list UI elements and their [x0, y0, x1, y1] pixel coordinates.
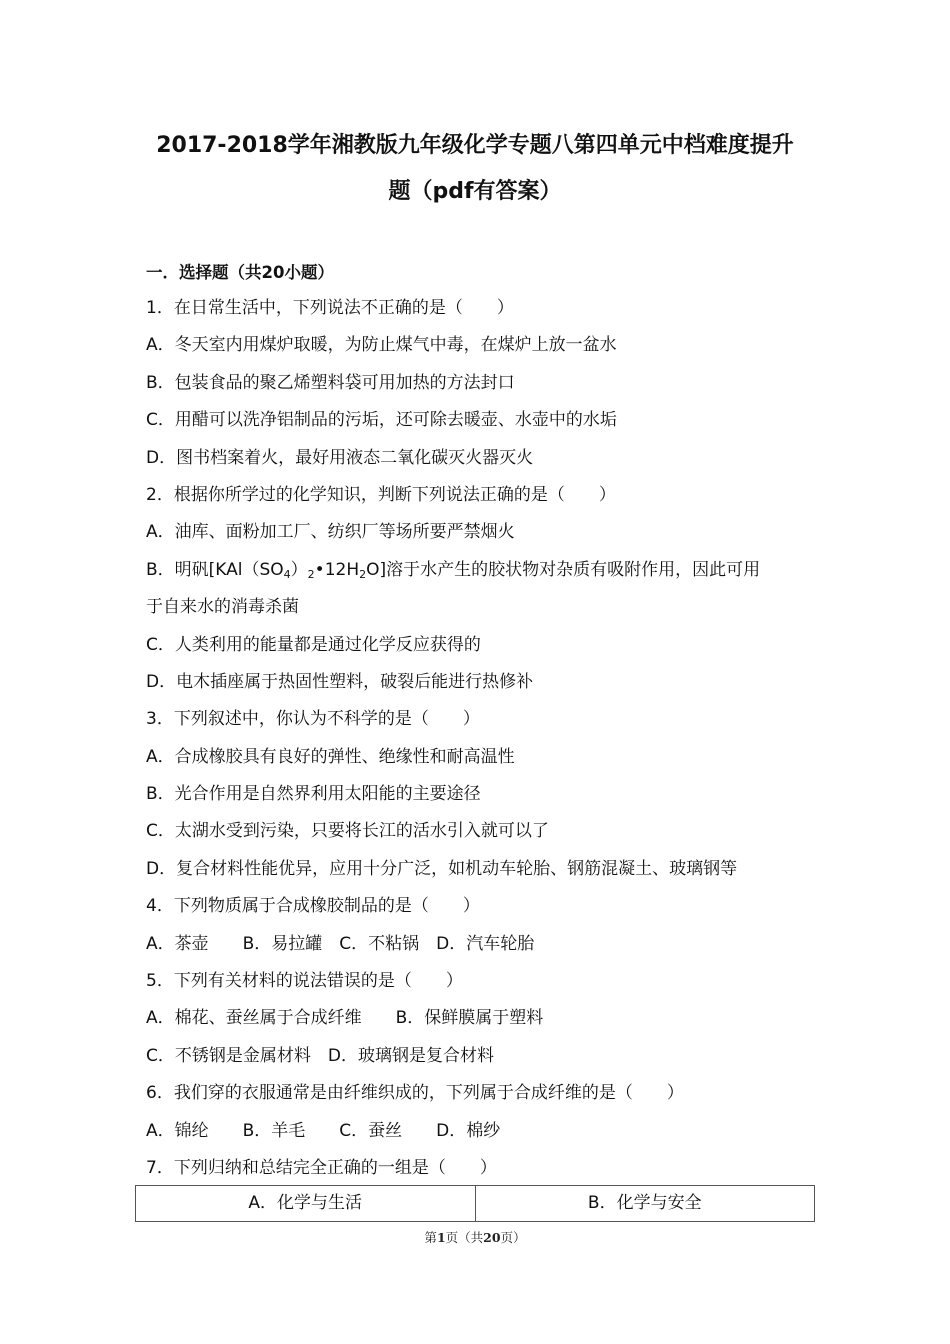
- subscript: 2: [307, 567, 315, 581]
- question-3-stem: 3．下列叙述中，你认为不科学的是（ ）: [146, 709, 480, 730]
- section-heading: 一．选择题（共20小题）: [146, 263, 334, 282]
- page-total: 20: [483, 1230, 501, 1245]
- question-2-option-b-part: O]溶于水产生的胶状物对杂质有吸附作用，因此可用: [366, 559, 761, 580]
- question-5-options-ab: A．棉花、蚕丝属于合成纤维 B．保鲜膜属于塑料: [146, 1008, 544, 1029]
- footer-text: 页）: [500, 1230, 526, 1245]
- page-number: 1: [436, 1230, 446, 1245]
- question-list: [146, 296, 826, 1193]
- table-cell-b: B．化学与安全: [475, 1186, 815, 1221]
- subscript: 2: [359, 567, 367, 581]
- question-2-option-a: A．油库、面粉加工厂、纺织厂等场所要严禁烟火: [146, 522, 515, 543]
- question-5-stem: 5．下列有关材料的说法错误的是（ ）: [146, 971, 463, 992]
- question-2-option-c: C．人类利用的能量都是通过化学反应获得的: [146, 634, 481, 655]
- question-1-option-a: A．冬天室内用煤炉取暖，为防止煤气中毒，在煤炉上放一盆水: [146, 335, 617, 356]
- question-4-options: A．茶壶 B．易拉罐 C．不粘锅 D．汽车轮胎: [146, 933, 535, 954]
- question-7-stem: 7．下列归纳和总结完全正确的一组是（ ）: [146, 1157, 497, 1178]
- document-title-line-1: 2017-2018学年湘教版九年级化学专题八第四单元中档难度提升: [156, 133, 794, 158]
- footer-text: 第: [424, 1230, 437, 1245]
- question-3-option-c: C．太湖水受到污染，只要将长江的活水引入就可以了: [146, 821, 549, 842]
- footer-text: 页（共: [445, 1230, 484, 1245]
- question-3-option-a: A．合成橡胶具有良好的弹性、绝缘性和耐高温性: [146, 746, 515, 767]
- question-2-stem: 2．根据你所学过的化学知识，判断下列说法正确的是（ ）: [146, 484, 616, 505]
- question-2-option-b-continued: 于自来水的消毒杀菌: [146, 597, 299, 618]
- question-6-stem: 6．我们穿的衣服通常是由纤维织成的，下列属于合成纤维的是（ ）: [146, 1083, 684, 1104]
- question-4-stem: 4．下列物质属于合成橡胶制品的是（ ）: [146, 896, 480, 917]
- question-1-option-c: C．用醋可以洗净铝制品的污垢，还可除去暖壶、水壶中的水垢: [146, 410, 617, 431]
- table-cell-a: A．化学与生活: [248, 1193, 363, 1213]
- question-1-option-d: D．图书档案着火，最好用液态二氧化碳灭火器灭火: [146, 447, 534, 468]
- question-3-option-b: B．光合作用是自然界利用太阳能的主要途径: [146, 784, 481, 805]
- question-5-options-cd: C．不锈钢是金属材料 D．玻璃钢是复合材料: [146, 1045, 494, 1066]
- subscript: 4: [283, 567, 291, 581]
- document-title-line-2: 题（pdf有答案）: [388, 179, 562, 204]
- question-2-option-b-part: ）: [290, 559, 308, 580]
- question-2-option-b: [146, 558, 826, 595]
- question-7-table: [135, 1185, 815, 1222]
- question-1-option-b: B．包装食品的聚乙烯塑料袋可用加热的方法封口: [146, 372, 515, 393]
- question-6-options: A．锦纶 B．羊毛 C．蚕丝 D．棉纱: [146, 1120, 501, 1141]
- question-3-option-d: D．复合材料性能优异，应用十分广泛，如机动车轮胎、钢筋混凝土、玻璃钢等: [146, 858, 738, 879]
- question-2-option-b-part: •12H: [314, 559, 360, 580]
- question-1-stem: 1．在日常生活中，下列说法不正确的是（ ）: [146, 298, 514, 318]
- question-2-option-d: D．电木插座属于热固性塑料，破裂后能进行热修补: [146, 671, 534, 692]
- page-footer: [0, 1228, 950, 1246]
- question-2-option-b-part: B．明矾[KAl（SO: [146, 559, 284, 580]
